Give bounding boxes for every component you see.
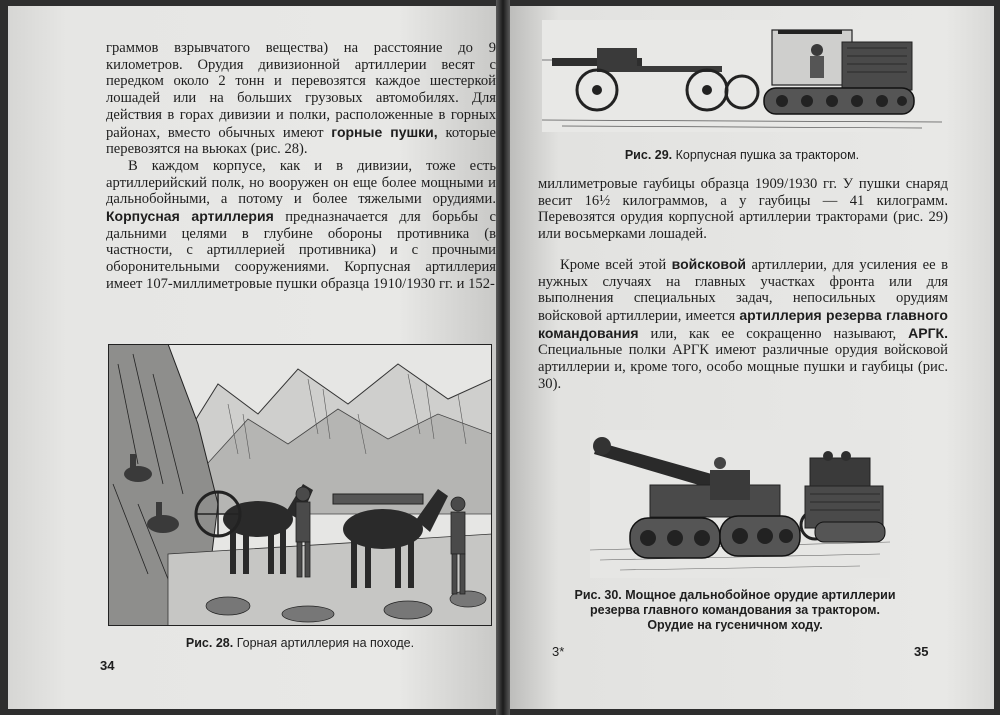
figure-30-caption-line2 <box>550 603 920 618</box>
figure-29-corps-gun-tractor-illustration <box>542 20 942 132</box>
left-page <box>8 6 496 709</box>
figure-30-caption-line1-text: Мощное дальнобойное орудие артиллерии <box>625 588 896 602</box>
figure-30-caption-line1 <box>550 588 920 603</box>
text-run: артиллерии, для усиления ее в нужных случаях на главных участках фронта или для выполнения специальных задач, непосильных орудиям войсковой артиллерии, имеется <box>538 256 948 324</box>
right-page-body-text <box>538 176 948 392</box>
figure-30-caption-line3-text: Орудие на гусеничном ходу. <box>647 618 823 632</box>
bold-term: горные пушки, <box>331 123 438 140</box>
bold-term: Корпусная артиллерия <box>106 208 274 225</box>
figure-30-label: Рис. 30. <box>574 588 622 602</box>
bold-term: артиллерия резерва главного командования <box>538 306 948 341</box>
figure-29-label: Рис. 29. <box>624 148 673 162</box>
text-run: граммов взрывчатого вещества) на расстояние до 9 километров. Орудия дивизионной артиллерии весят с передком около 2 тонн и перевозятся каждое шестеркой лошадей или на больших грузовых автомобилях. Для действия в горах дивизии и полки, расположенные в горных районах, вместо обычных имеют <box>106 40 496 141</box>
bold-term: АРГК. <box>908 324 948 341</box>
book-gutter <box>496 0 510 715</box>
figure-28-label: Рис. 28. <box>185 636 234 650</box>
figure-29-caption-text: Корпусная пушка за трактором. <box>675 148 860 162</box>
text-run: Кроме всей этой <box>560 256 672 273</box>
left_page-paragraph <box>106 40 496 158</box>
text-run: В каждом корпусе, как и в дивизии, тоже есть артиллерийский полк, но вооружен он еще более мощными и дальнобойными, а потому и более тяжелыми орудиями. <box>106 157 496 208</box>
text-run: Специальные полки АРГК имеют различные орудия войсковой артиллерии и, кроме того, особо мощные пушки и гаубицы (рис. 30). <box>538 342 948 392</box>
text-run: предназначается для борьбы с дальними целями в глубине обороны противника (в частности, с артиллерией противника) и с прочными оборонительными сооружениями. Корпусная артиллерия имеет 107-миллиметровые пушки образца 1910/1930 гг. и 152- <box>106 209 496 292</box>
right_page-paragraph <box>538 256 948 393</box>
figure-30-caption <box>550 588 920 633</box>
figure-28-caption <box>108 636 492 651</box>
figure-28-caption-text: Горная артиллерия на походе. <box>236 636 415 650</box>
figure-30-caption-line2-text: резерва главного командования за трактором. <box>589 603 881 617</box>
figure-29-caption <box>542 148 942 163</box>
bold-term: войсковой <box>671 255 746 272</box>
text-run: миллиметровые гаубицы образца 1909/1930 гг. У пушки снаряд весит 16½ килограммов, а у гаубицы — 41 килограмм. Перевозятся орудия корпусной артиллерии тракторами (рис. 29) или восьмерками лошадей. <box>538 176 948 243</box>
figure-30-heavy-gun-tractor-illustration <box>590 430 890 578</box>
text-run: которые перевозятся на вьюках (рис. 28). <box>106 124 496 158</box>
page-number-left: 34 <box>100 658 115 673</box>
right_page-paragraph <box>538 176 948 243</box>
figure-30-caption-line3 <box>550 618 920 633</box>
signature-mark: 3* <box>552 644 565 659</box>
right-page <box>510 6 994 709</box>
figure-28-mountain-artillery-illustration <box>108 344 492 626</box>
left_page-paragraph <box>106 158 496 293</box>
left-page-body-text <box>106 40 496 293</box>
text-run: или, как ее сокращенно называют, <box>638 325 909 342</box>
page-number-right: 35 <box>914 644 929 659</box>
